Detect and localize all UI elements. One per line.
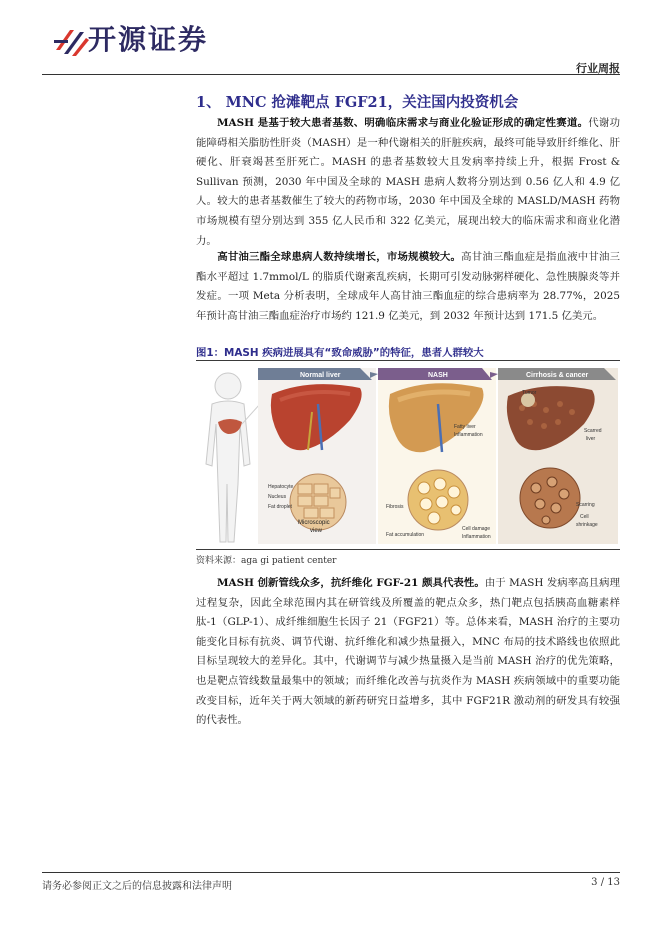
- paragraph-lead: MASH 创新管线众多，抗纤维化 FGF-21 颇具代表性。: [217, 577, 485, 589]
- paragraph-pipeline: [196, 574, 620, 731]
- paragraph-lead: MASH 是基于较大患者基数、明确临床需求与商业化验证形成的确定性赛道。: [217, 117, 589, 129]
- paragraph-body: 由于 MASH 发病率高且病理过程复杂，因此全球范围内其在研管线及所覆盖的靶点众多，热门靶点包括胰高血糖素样肽-1（GLP-1）、成纤维细胞生长因子 21（FGF21）等。总体来看，MASH 治疗的主要功能变化目标有抗炎、调节代谢、抗纤维化和减少热量摄入，MNC 布局的技术路线也依照此目标呈现较大的差异化。其中，代谢调节与减少热量摄入是当前 MASH 治疗的优先策略，也是靶点管线数量最集中的领域；而纤维化改善与抗炎作为 MASH 疾病领域中的重要功能改变目标，近年关于两大领域的新药研究日益增多，其中 FGF21R 激动剂的研发具有较强的代表性。: [196, 577, 621, 727]
- figure-bottom-rule: [196, 549, 620, 550]
- label-nucleus: Nucleus: [268, 494, 287, 500]
- label-microscopic: Microscopic: [298, 520, 330, 526]
- label-shrinkage: shrinkage: [576, 522, 598, 528]
- label-fat-droplet: Fat droplet: [268, 504, 292, 510]
- label-fibrosis: Fibrosis: [386, 504, 404, 510]
- label-scarred: Scarred: [584, 428, 602, 434]
- page-number: 3 / 13: [591, 877, 620, 888]
- body-silhouette-icon: [206, 373, 250, 542]
- label-fat-accumulation: Fat accumulation: [386, 532, 425, 538]
- header-divider: [42, 74, 620, 75]
- label-tumor: Tumor: [522, 390, 537, 396]
- label-inflammation: Inflammation: [454, 432, 483, 438]
- label-fatty-liver: Fatty liver: [454, 424, 476, 430]
- paragraph-body: 高甘油三酯血症是指血液中甘油三酯水平超过 1.7mmol/L 的脂质代谢紊乱疾病，长期可引发动脉粥样硬化、急性胰腺炎等并发症。一项 Meta 分析表明，全球成年人高甘油三酯血症的综合患病率为 28.77%，2025 年预计高甘油三酯血症治疗市场约 121.9 亿美元，到 2032 年预计达到 171.5 亿美元。: [196, 251, 621, 322]
- label-scarring: Scarring: [576, 502, 595, 508]
- figure-top-rule: [196, 360, 620, 361]
- label-view: view: [310, 528, 323, 534]
- footer-divider: [42, 872, 620, 873]
- panel-label-nash: NASH: [428, 372, 448, 379]
- label-inflammation-2: Inflammation: [462, 534, 491, 540]
- section-title: 1、 MNC 抢滩靶点 FGF21，关注国内投资机会: [196, 94, 519, 111]
- label-cell-damage: Cell damage: [462, 526, 491, 532]
- paragraph-lead: 高甘油三酯全球患病人数持续增长，市场规模较大。: [217, 251, 462, 263]
- figure-title: 图1：MASH 疾病进展具有“致命威胁”的特征，患者人群较大: [196, 347, 484, 359]
- label-cell: Cell: [580, 514, 589, 520]
- mash-progression-illustration: [200, 364, 618, 546]
- report-type: 行业周报: [576, 62, 620, 75]
- brand-name: 开源证券: [88, 23, 209, 56]
- logo-mark-icon: [52, 22, 92, 62]
- label-hepatocyte: Hepatocyte: [268, 484, 294, 490]
- paragraph-mash-market: [196, 114, 620, 251]
- label-liver: liver: [586, 436, 596, 442]
- paragraph-body: 代谢功能障碍相关脂肪性肝炎（MASH）是一种代谢相关的肝脏疾病，最终可能导致肝纤维化、肝硬化、肝衰竭甚至肝死亡。MASH 的患者基数较大且发病率持续上升，根据 Frost & Sullivan 预测，2030 年中国及全球的 MASH 患病人数将分别达到 0.56 亿人和 4.9 亿人。较大的患者基数催生了较大的药物市场，2030 年中国及全球的 MASLD/MASH 药物市场规模有望分别达到 355 亿人民币和 322 亿美元，展现出较大的临床需求和商业化潜力。: [196, 117, 621, 247]
- footer-disclaimer: 请务必参阅正文之后的信息披露和法律声明: [42, 881, 232, 892]
- paragraph-hypertriglyceridemia: [196, 248, 620, 326]
- panel-label-cirrhosis: Cirrhosis & cancer: [526, 372, 589, 379]
- figure-source: 资料来源：aga gi patient center: [196, 556, 337, 566]
- panel-label-normal: Normal liver: [300, 372, 341, 379]
